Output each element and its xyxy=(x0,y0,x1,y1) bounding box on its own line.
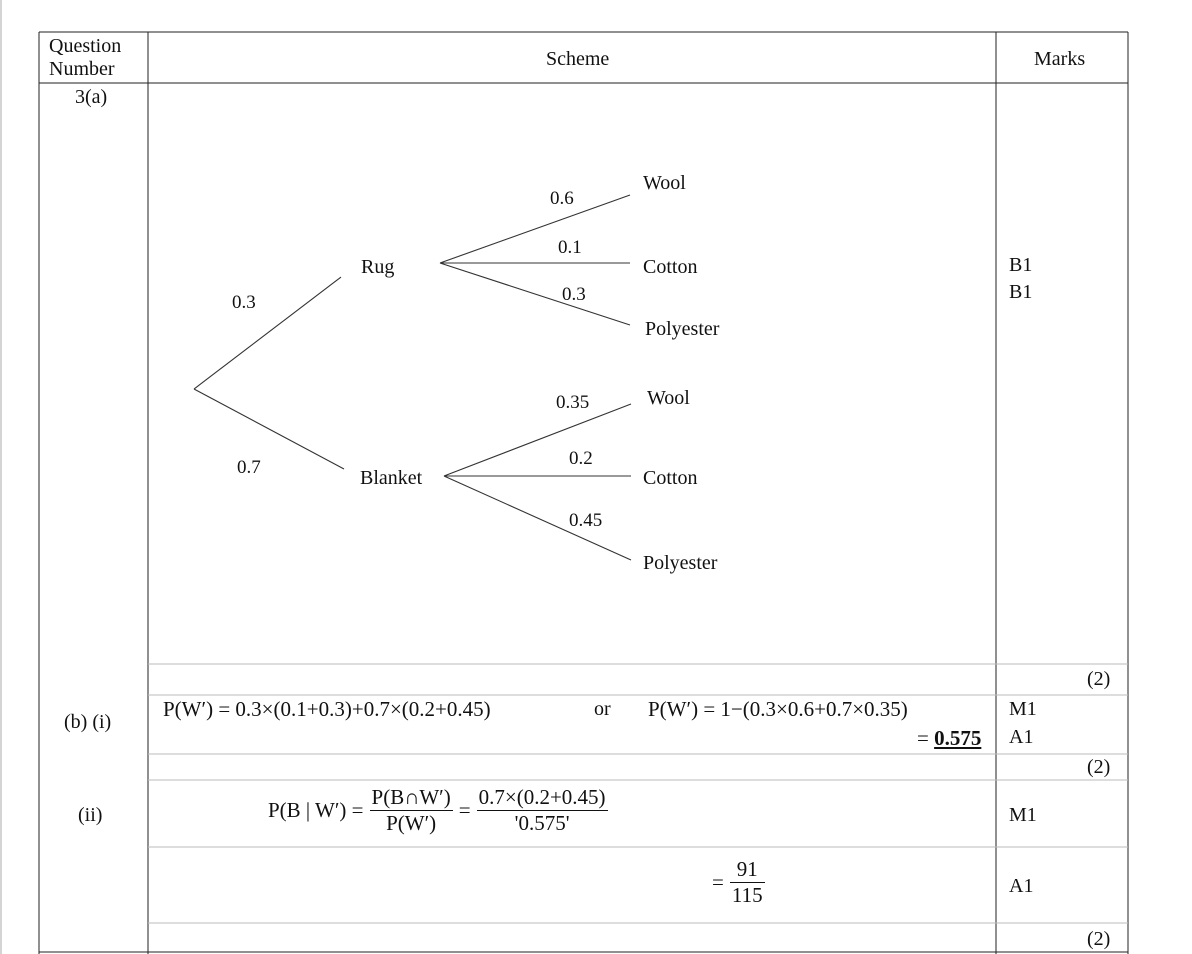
branch-rug-wool xyxy=(440,195,630,263)
total-b-i: (2) xyxy=(1087,756,1111,778)
prob-root-blanket: 0.7 xyxy=(237,457,261,478)
prob-blanket-polyester: 0.45 xyxy=(569,510,603,531)
node-rug: Rug xyxy=(361,256,395,278)
leaf-blanket-wool: Wool xyxy=(647,387,690,409)
header-question-line1: Question xyxy=(49,35,122,57)
b-ii-fraction-2 xyxy=(477,785,608,836)
header-scheme: Scheme xyxy=(546,48,610,70)
b-ii-equation xyxy=(268,785,608,836)
mark-b-i-2: A1 xyxy=(1009,726,1034,748)
branch-blanket-wool xyxy=(444,404,631,476)
b-ii-frac2-num: 0.7×(0.2+0.45) xyxy=(478,785,606,809)
b-ii-frac1-den: P(W′) xyxy=(370,810,453,836)
leaf-rug-cotton: Cotton xyxy=(643,256,698,278)
header-question-number xyxy=(49,35,121,81)
b-ii-frac1-num: P(B∩W′) xyxy=(371,785,451,809)
header-question-line2: Number xyxy=(49,58,115,80)
b-ii-lhs: P(B | W′) = xyxy=(268,798,364,822)
header-marks: Marks xyxy=(1034,48,1086,70)
node-blanket: Blanket xyxy=(360,467,423,489)
b-ii-final-fraction xyxy=(730,857,765,908)
b-ii-final-equals: = xyxy=(712,870,724,894)
branch-rug-polyester xyxy=(440,263,630,325)
total-b-ii: (2) xyxy=(1087,928,1111,950)
part-a-label: 3(a) xyxy=(75,86,108,108)
mark-a-2: B1 xyxy=(1009,281,1033,303)
b-ii-fraction-1 xyxy=(370,785,453,836)
b-ii-final-num: 91 xyxy=(736,857,758,881)
b-i-result-value: 0.575 xyxy=(934,726,982,750)
mark-a-1: B1 xyxy=(1009,254,1033,276)
mark-b-ii-1: M1 xyxy=(1009,804,1037,826)
mark-b-i-1: M1 xyxy=(1009,698,1037,720)
part-b-i-label: (b) (i) xyxy=(64,711,112,733)
b-i-expression-2: P(W′) = 1−(0.3×0.6+0.7×0.35) xyxy=(648,697,908,721)
b-i-result xyxy=(917,726,981,751)
branch-blanket-polyester xyxy=(444,476,631,560)
part-b-ii-label: (ii) xyxy=(78,804,103,826)
b-ii-equals: = xyxy=(458,798,471,822)
b-i-result-equals: = xyxy=(917,726,929,750)
branch-root-rug xyxy=(194,277,341,389)
total-a: (2) xyxy=(1087,668,1111,690)
prob-rug-wool: 0.6 xyxy=(550,188,574,209)
leaf-rug-polyester: Polyester xyxy=(645,318,720,340)
prob-blanket-cotton: 0.2 xyxy=(569,448,593,469)
b-ii-frac2-den: '0.575' xyxy=(477,810,608,836)
b-ii-final-den: 115 xyxy=(731,883,763,907)
b-i-expression-1: P(W′) = 0.3×(0.1+0.3)+0.7×(0.2+0.45) xyxy=(163,697,491,721)
b-i-or: or xyxy=(594,698,611,720)
prob-blanket-wool: 0.35 xyxy=(556,392,590,413)
prob-root-rug: 0.3 xyxy=(232,292,256,313)
mark-b-ii-2: A1 xyxy=(1009,875,1034,897)
branch-root-blanket xyxy=(194,389,344,469)
leaf-blanket-polyester: Polyester xyxy=(643,552,718,574)
b-ii-final xyxy=(712,857,765,908)
prob-rug-cotton: 0.1 xyxy=(558,237,582,258)
leaf-rug-wool: Wool xyxy=(643,172,686,194)
leaf-blanket-cotton: Cotton xyxy=(643,467,698,489)
prob-rug-polyester: 0.3 xyxy=(562,284,586,305)
